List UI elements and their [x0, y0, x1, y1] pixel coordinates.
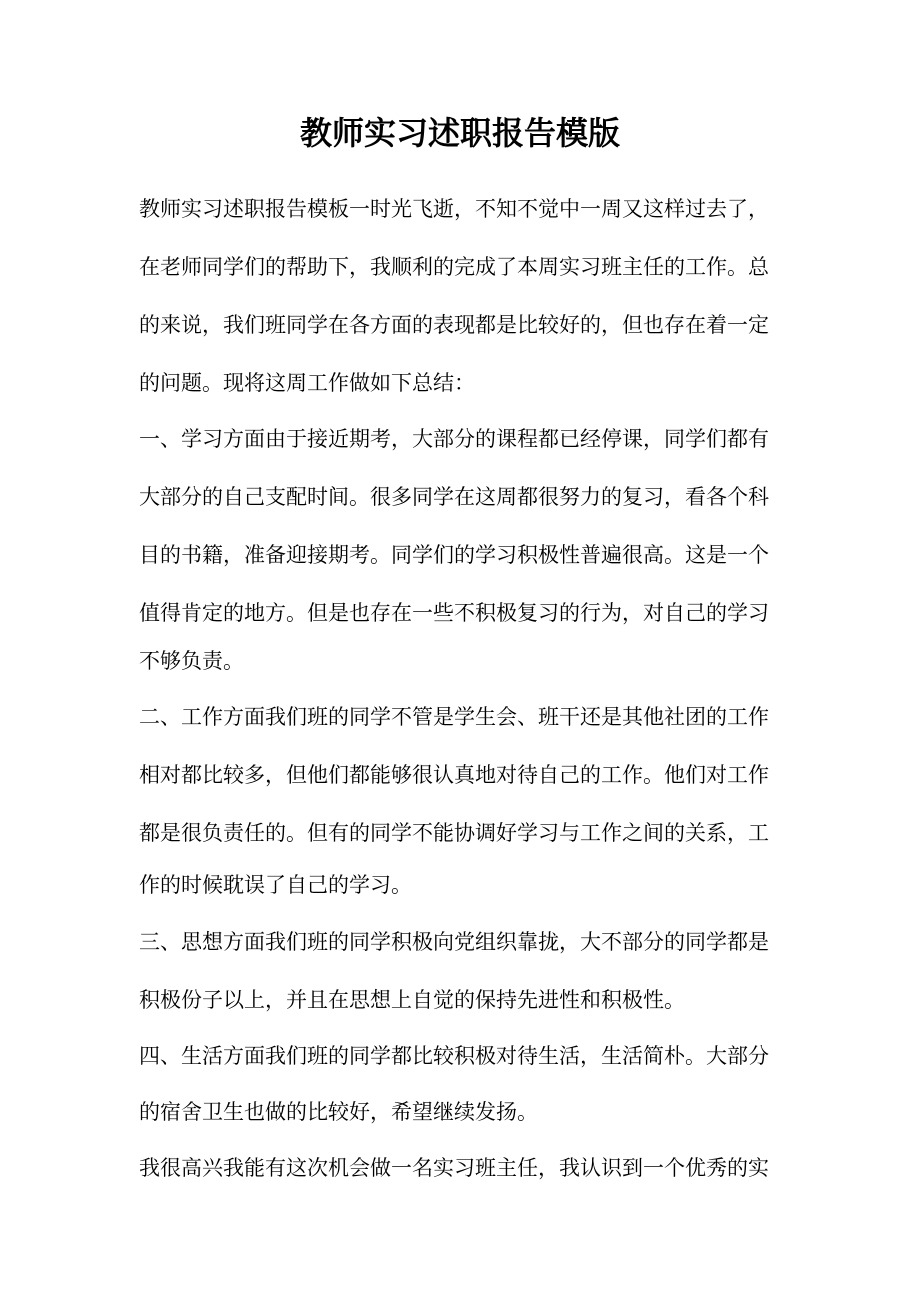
body-line: 在老师同学们的帮助下，我顺利的完成了本周实习班主任的工作。总	[139, 255, 769, 279]
body-line: 我很高兴我能有这次机会做一名实习班主任，我认识到一个优秀的实	[139, 1156, 769, 1180]
document-title: 教师实习述职报告模版	[299, 114, 620, 152]
body-line: 的问题。现将这周工作做如下总结：	[139, 371, 475, 395]
body-line: 二、工作方面我们班的同学不管是学生会、班干还是其他社团的工作	[139, 705, 769, 729]
body-line: 作的时候耽误了自己的学习。	[139, 873, 412, 897]
body-line: 的来说，我们班同学在各方面的表现都是比较好的，但也存在着一定	[139, 313, 769, 337]
body-line: 大部分的自己支配时间。很多同学在这周都很努力的复习，看各个科	[139, 485, 769, 509]
body-line: 三、思想方面我们班的同学积极向党组织靠拢，大不部分的同学都是	[139, 930, 769, 954]
body-line: 一、学习方面由于接近期考，大部分的课程都已经停课，同学们都有	[139, 427, 769, 451]
body-line: 不够负责。	[139, 649, 244, 673]
body-line: 相对都比较多，但他们都能够很认真地对待自己的工作。他们对工作	[139, 763, 769, 787]
body-line: 教师实习述职报告模板一时光飞逝，不知不觉中一周又这样过去了，	[139, 197, 769, 221]
body-line: 积极份子以上，并且在思想上自觉的保持先进性和积极性。	[139, 988, 685, 1012]
body-line: 四、生活方面我们班的同学都比较积极对待生活，生活简朴。大部分	[139, 1044, 769, 1068]
body-line: 值得肯定的地方。但是也存在一些不积极复习的行为，对自己的学习	[139, 601, 769, 625]
body-line: 目的书籍，准备迎接期考。同学们的学习积极性普遍很高。这是一个	[139, 543, 769, 567]
body-line: 的宿舍卫生也做的比较好，希望继续发扬。	[139, 1100, 538, 1124]
body-line: 都是很负责任的。但有的同学不能协调好学习与工作之间的关系，工	[139, 821, 769, 845]
